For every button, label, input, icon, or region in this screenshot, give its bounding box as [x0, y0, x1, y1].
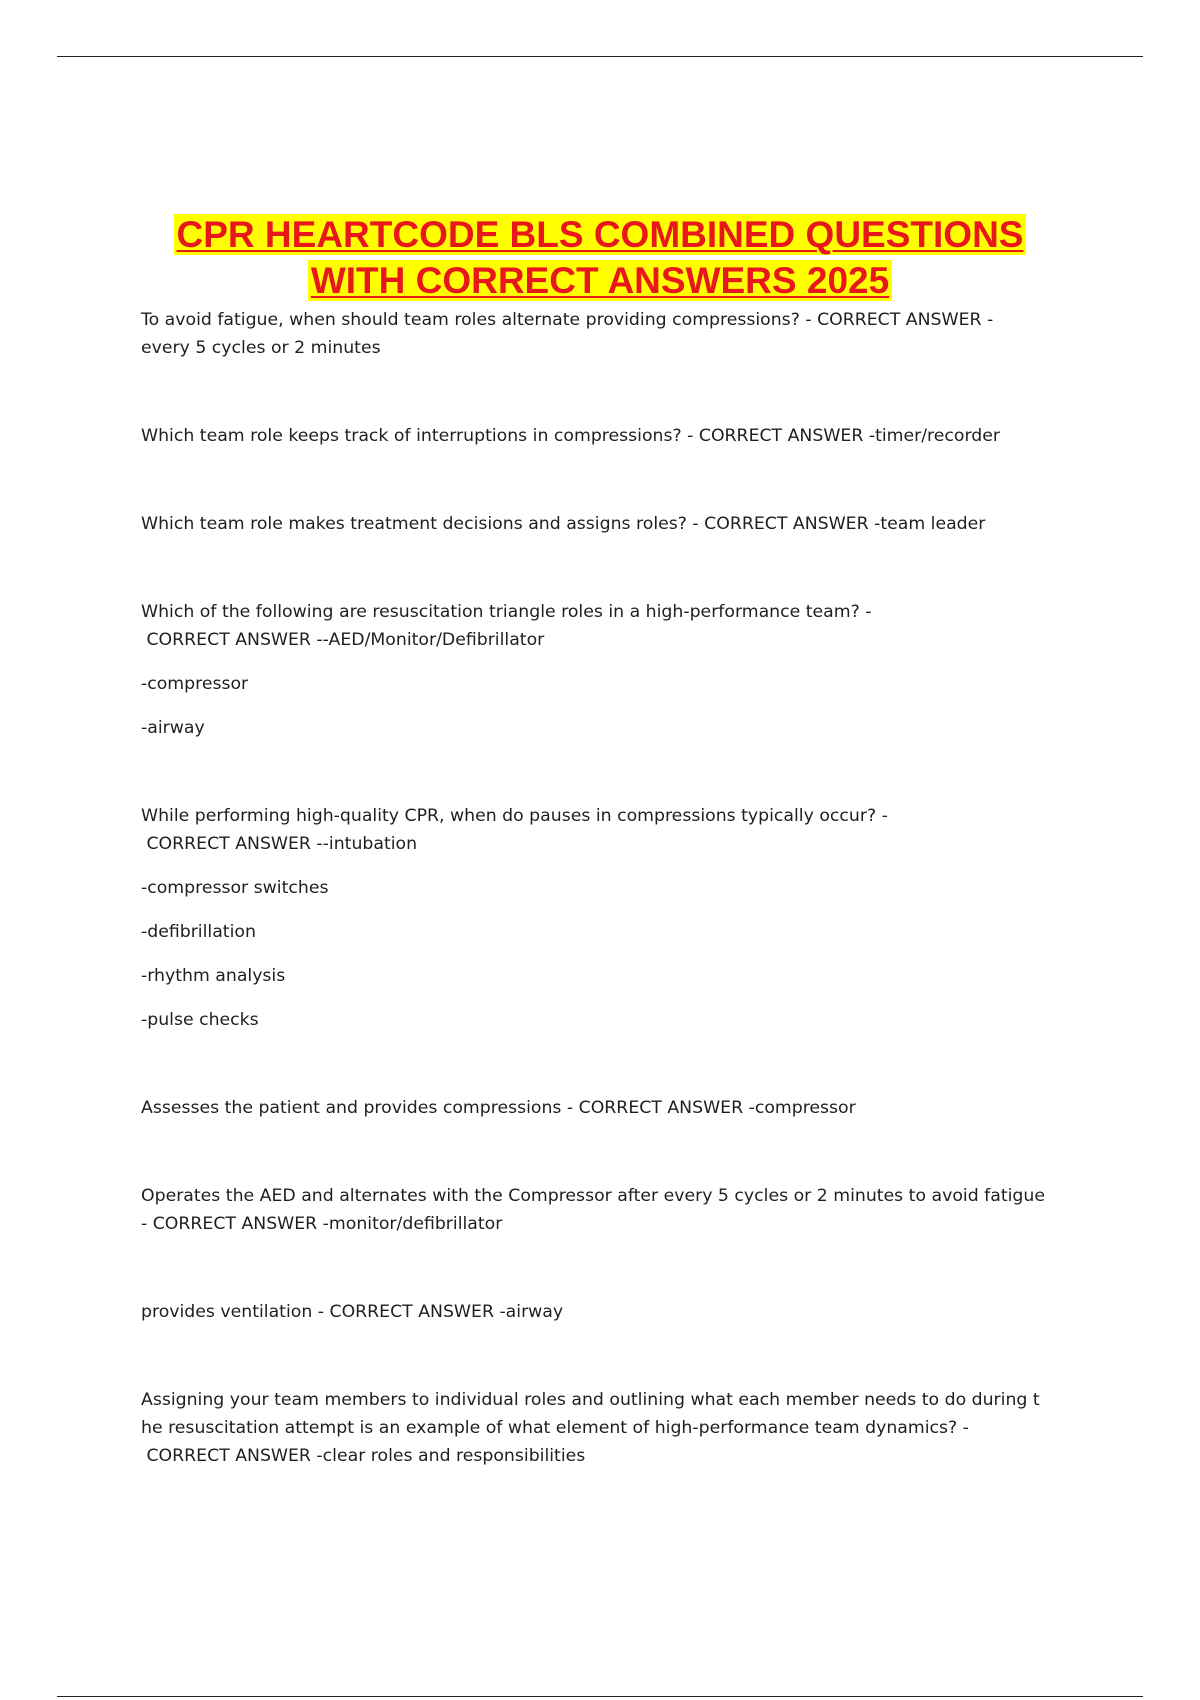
qa-text-line: provides ventilation - CORRECT ANSWER -airway [141, 1302, 564, 1322]
qa-entry [141, 1094, 1071, 1122]
qa-text-line: To avoid fatigue, when should team roles alternate providing compressions? - CORRECT ANSWER - [141, 310, 994, 330]
title-line-1: CPR HEARTCODE BLS COMBINED QUESTIONS [174, 214, 1027, 255]
qa-entry [141, 598, 1071, 742]
answer-list-item: -airway [141, 718, 205, 738]
qa-text-line: Assesses the patient and provides compressions - CORRECT ANSWER -compressor [141, 1098, 856, 1118]
qa-text-line: - CORRECT ANSWER -monitor/defibrillator [141, 1214, 503, 1234]
title-line-2: WITH CORRECT ANSWERS 2025 [308, 260, 892, 301]
qa-text-line: every 5 cycles or 2 minutes [141, 338, 381, 358]
qa-entry [141, 1182, 1071, 1238]
answer-list-item: -pulse checks [141, 1010, 259, 1030]
qa-text-line: CORRECT ANSWER -clear roles and responsibilities [141, 1446, 586, 1466]
qa-entry [141, 422, 1071, 450]
qa-text-line: Assigning your team members to individual roles and outlining what each member needs to do during t [141, 1390, 1040, 1410]
top-rule [57, 56, 1143, 57]
qa-text-line: While performing high-quality CPR, when do pauses in compressions typically occur? - [141, 806, 888, 826]
qa-text-line: he resuscitation attempt is an example of what element of high-performance team dynamics? - [141, 1418, 969, 1438]
qa-text-line: Which of the following are resuscitation triangle roles in a high-performance team? - [141, 602, 872, 622]
qa-entry [141, 1298, 1071, 1326]
answer-list-item: -compressor [141, 674, 249, 694]
qa-text-line: Which team role keeps track of interruptions in compressions? - CORRECT ANSWER -timer/recorder [141, 426, 1000, 446]
qa-entry [141, 510, 1071, 538]
answer-list-item: -compressor switches [141, 878, 329, 898]
qa-text-line: CORRECT ANSWER --AED/Monitor/Defibrillator [141, 630, 545, 650]
qa-list [141, 306, 1071, 1470]
qa-entry [141, 1386, 1071, 1470]
qa-entry [141, 802, 1071, 1034]
qa-entry [141, 306, 1071, 362]
qa-text-line: CORRECT ANSWER --intubation [141, 834, 418, 854]
answer-list-item: -defibrillation [141, 922, 256, 942]
qa-text-line: Operates the AED and alternates with the Compressor after every 5 cycles or 2 minutes to avoid fatigue [141, 1186, 1045, 1206]
document-title [0, 212, 1200, 304]
answer-list-item: -rhythm analysis [141, 966, 286, 986]
qa-text-line: Which team role makes treatment decisions and assigns roles? - CORRECT ANSWER -team leader [141, 514, 986, 534]
bottom-rule [57, 1696, 1143, 1697]
